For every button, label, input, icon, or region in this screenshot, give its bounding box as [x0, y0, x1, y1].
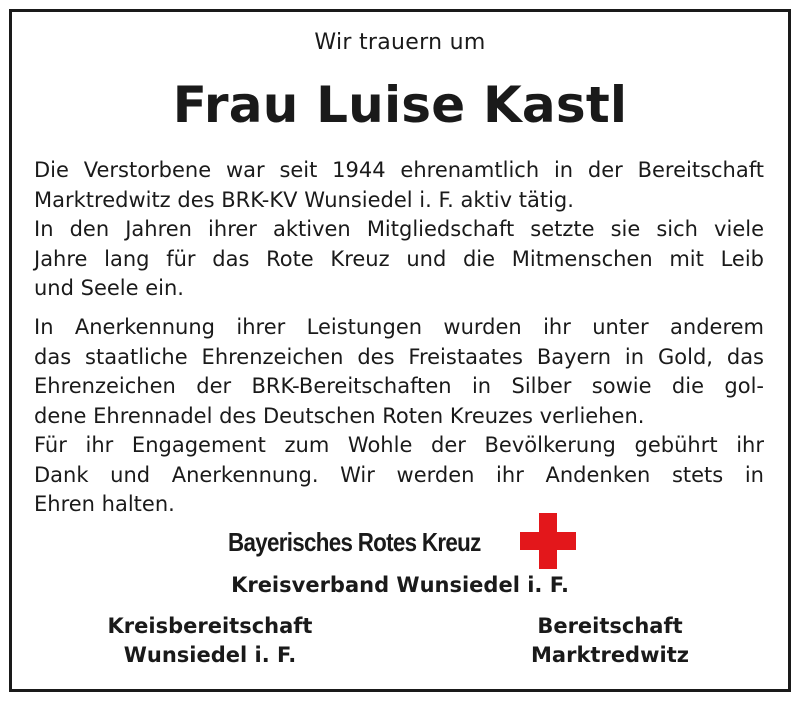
signature-right-line-2: Marktredwitz — [531, 643, 689, 667]
signature-left — [100, 612, 320, 670]
intro-text: Wir trauern um — [314, 30, 486, 55]
brk-logo-text: Bayerisches Rotes Kreuz — [228, 527, 481, 557]
text-line: In Anerkennung ihrer Leistungen wurden ihr unter anderem — [34, 315, 764, 339]
signature-left-line-2: Wunsiedel i. F. — [123, 643, 297, 667]
text-line: Die Verstorbene war seit 1944 ehrenamtlich in der Bereitschaft — [34, 158, 764, 182]
red-cross-icon — [520, 513, 576, 569]
text-line: das staatliche Ehrenzeichen des Freistaates Bayern in Gold, das — [34, 344, 764, 369]
text-line: Ehren halten. — [34, 492, 175, 516]
signature-left-line-1: Kreisbereitschaft — [107, 614, 313, 638]
paragraph-2 — [34, 313, 764, 520]
paragraph-1 — [34, 156, 764, 304]
deceased-name: Frau Luise Kastl — [172, 76, 628, 134]
brk-logo — [0, 511, 800, 573]
text-line: Dank und Anerkennung. Wir werden ihr Andenken stets in — [34, 462, 764, 487]
signature-right — [500, 612, 720, 670]
text-line: Jahre lang für das Rote Kreuz und die Mitmenschen mit Leib — [34, 246, 764, 271]
text-line: Für ihr Engagement zum Wohle der Bevölkerung gebührt ihr — [34, 433, 764, 457]
text-line: Marktredwitz des BRK-KV Wunsiedel i. F. aktiv tätig. — [34, 187, 574, 212]
text-line: In den Jahren ihrer aktiven Mitgliedschaft setzte sie sich viele — [34, 217, 764, 241]
text-line: Ehrenzeichen der BRK-Bereitschaften in Silber sowie die gol- — [34, 374, 764, 398]
text-line: und Seele ein. — [34, 276, 184, 300]
signature-right-line-1: Bereitschaft — [537, 614, 683, 638]
text-line: dene Ehrennadel des Deutschen Roten Kreuzes verliehen. — [34, 403, 645, 428]
kreisverband-label: Kreisverband Wunsiedel i. F. — [231, 573, 569, 597]
